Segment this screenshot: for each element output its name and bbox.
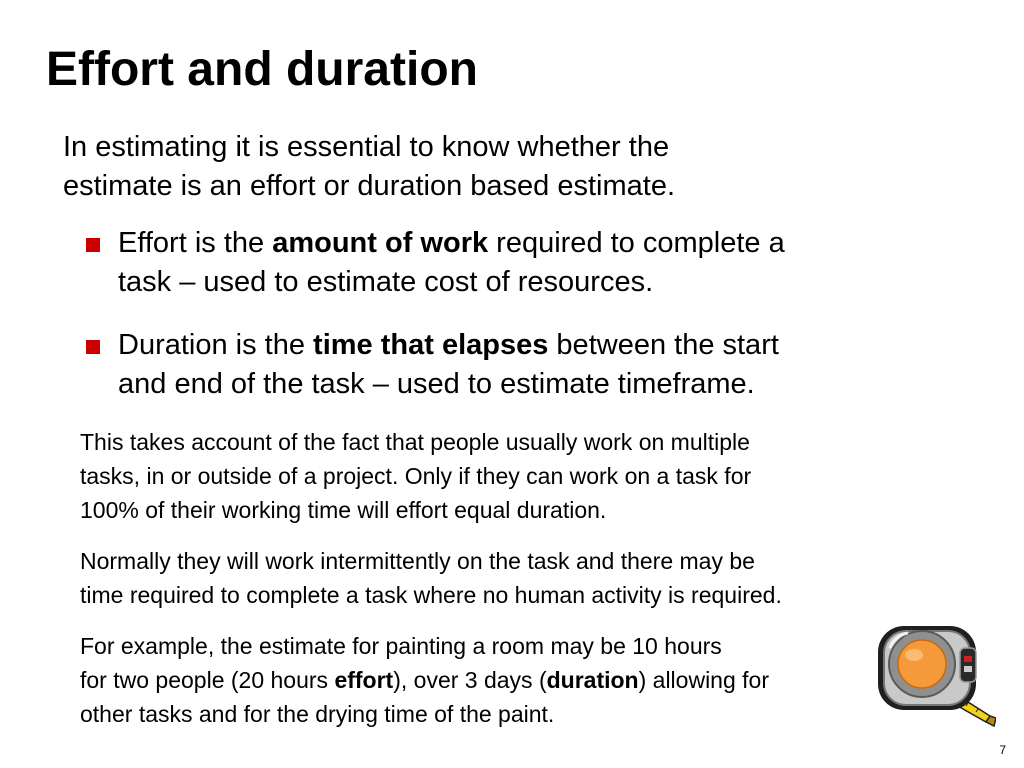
- paragraph-intermittent-work: [80, 544, 782, 612]
- paragraph-example: [80, 629, 769, 731]
- slide-title: Effort and duration: [46, 43, 478, 96]
- paragraph-1-line-1: This takes account of the fact that people usually work on multiple: [80, 429, 750, 455]
- paragraph-2-line-2: time required to complete a task where no human activity is required.: [80, 582, 782, 608]
- bullet-duration-line-1: [118, 326, 916, 365]
- square-bullet-icon: [86, 238, 100, 252]
- paragraph-2-line-1: Normally they will work intermittently on the task and there may be: [80, 548, 755, 574]
- paragraph-3-line-1: For example, the estimate for painting a room may be 10 hours: [80, 633, 722, 659]
- example-duration-emphasis: duration: [546, 667, 639, 693]
- bullet-effort: [86, 224, 916, 302]
- bullet-duration-emphasis: time that elapses: [313, 329, 549, 361]
- square-bullet-icon: [86, 340, 100, 354]
- example-text-c: ) allowing for: [638, 667, 769, 693]
- bullet-duration-line-2: and end of the task – used to estimate timeframe.: [118, 368, 755, 400]
- paragraph-1-line-3: 100% of their working time will effort equal duration.: [80, 497, 607, 523]
- bullet-effort-emphasis: amount of work: [272, 227, 489, 259]
- intro-line-1: In estimating it is essential to know whether the: [63, 131, 670, 163]
- bullet-effort-text-b: required to complete a: [488, 227, 785, 259]
- paragraph-multiple-tasks: [80, 425, 751, 527]
- paragraph-3-line-3: other tasks and for the drying time of the paint.: [80, 701, 555, 727]
- bullet-effort-line-1: [118, 224, 916, 263]
- intro-text: [63, 128, 823, 206]
- paragraph-1-line-2: tasks, in or outside of a project. Only if they can work on a task for: [80, 463, 752, 489]
- example-effort-emphasis: effort: [334, 667, 394, 693]
- page-number: 7: [999, 743, 1006, 757]
- bullet-duration: [86, 326, 916, 404]
- bullet-list: [86, 224, 916, 404]
- paragraph-3-line-2: [80, 663, 769, 697]
- bullet-effort-text-a: Effort is the: [118, 227, 273, 259]
- example-text-a: for two people (20 hours: [80, 667, 335, 693]
- bullet-duration-text-a: Duration is the: [118, 329, 314, 361]
- example-text-b: ), over 3 days (: [393, 667, 547, 693]
- bullet-effort-line-2: task – used to estimate cost of resources.: [118, 266, 654, 298]
- bullet-duration-text-b: between the start: [548, 329, 779, 361]
- tape-measure-icon: [872, 618, 996, 736]
- intro-line-2: estimate is an effort or duration based estimate.: [63, 170, 676, 202]
